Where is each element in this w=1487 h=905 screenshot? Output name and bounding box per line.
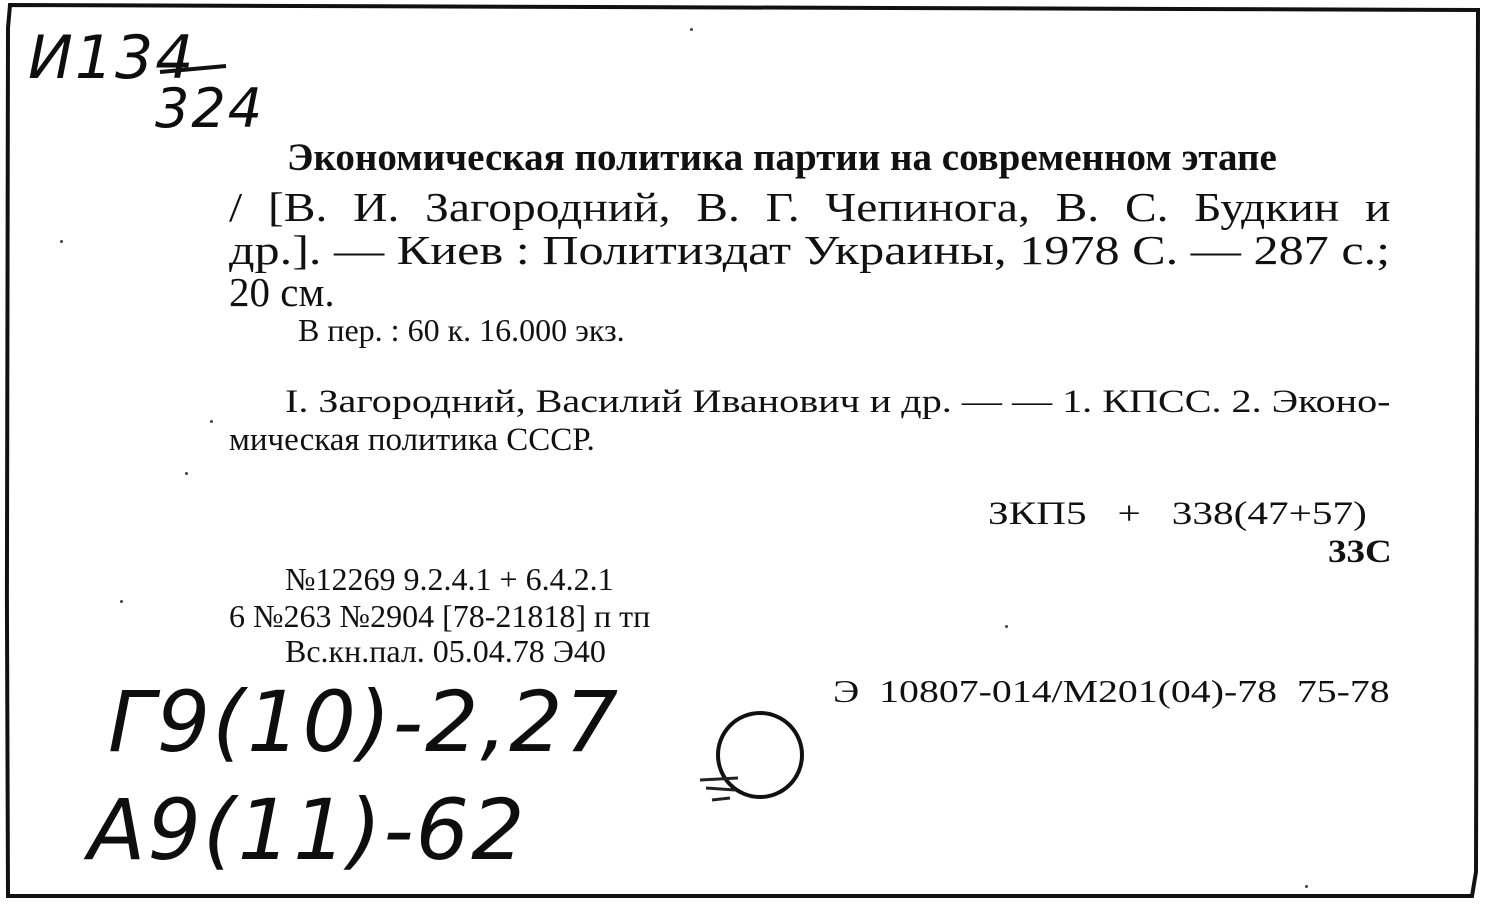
handwritten-call-number-top: И134 [28, 23, 196, 93]
classification-index: ЗКП5 + 338(47+57) [988, 496, 1367, 532]
handwritten-call-number-bottom: 324 [155, 77, 265, 140]
price-line: В пер. : 60 к. 16.000 экз. [298, 312, 625, 348]
speck [690, 28, 693, 31]
speck [1005, 625, 1008, 628]
speck [120, 600, 123, 603]
speck [60, 240, 63, 243]
speck [210, 420, 213, 423]
hand-drawn-circle [718, 713, 802, 797]
speck [185, 472, 188, 475]
publisher-code-line: Э 10807-014/М201(04)-78 75-78 [833, 673, 1390, 709]
book-chamber-line: Вс.кн.пал. 05.04.78 Э40 [285, 633, 606, 669]
title-text: Экономическая политика партии на современном этапе [287, 136, 1277, 179]
handwritten-note-1: Г9(10)-2,27 [108, 673, 621, 771]
tracing-line-2: мическая политика СССР. [229, 422, 595, 458]
reference-line: 6 №263 №2904 [78-21818] п тп [229, 598, 651, 634]
handwritten-note-2: А9(11)-62 [88, 781, 527, 879]
imprint-line: др.]. — Киев : Политиздат Украины, 1978 С. — 287 с.; [229, 227, 1391, 273]
author-line: / [В. И. Загородний, В. Г. Чепинога, В. С. Будкин и [229, 184, 1391, 230]
dimensions-line: 20 см. [229, 269, 335, 315]
speck [1305, 885, 1308, 888]
title-line [287, 138, 1387, 177]
author-mark: 33С [1328, 534, 1392, 570]
number-line: №12269 9.2.4.1 + 6.4.2.1 [285, 561, 614, 597]
tracing-line-1: I. Загородний, Василий Иванович и др. — — 1. КПСС. 2. Эконо- [285, 384, 1391, 420]
